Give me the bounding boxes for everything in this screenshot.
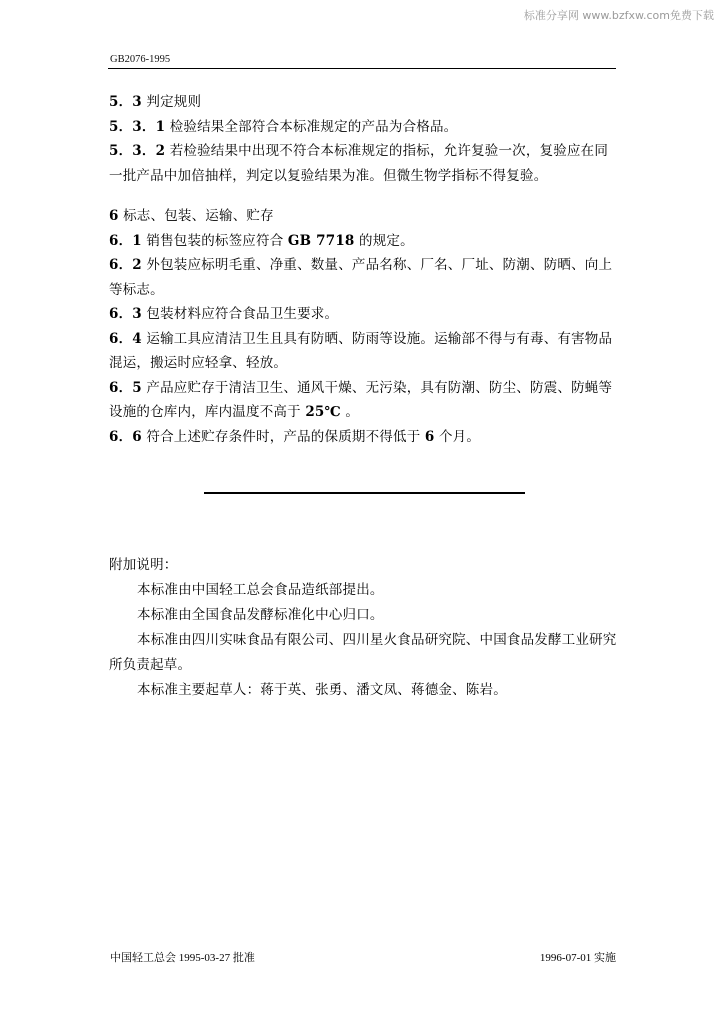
section-number: 6．1	[109, 232, 142, 249]
note-item: 本标准由四川实味食品有限公司、四川星火食品研究院、中国食品发酵工业研究所负责起草。	[109, 632, 617, 673]
section-number: 6．3	[109, 306, 142, 322]
document-body	[109, 90, 617, 449]
temperature-limit: 25℃	[305, 404, 341, 420]
section-5-3-1	[109, 115, 617, 140]
section-text: 标志、包装、运输、贮存	[123, 208, 274, 224]
section-text: 个月。	[438, 428, 481, 445]
section-number: 5．3．1	[109, 118, 166, 135]
section-6-4	[109, 327, 617, 376]
section-text: 若检验结果中出现不符合本标准规定的指标，允许复验一次，复验应在同一批产品中加倍抽样，判定以复验结果为准。但微生物学指标不得复验。	[109, 143, 609, 184]
section-6-6	[109, 425, 617, 450]
standard-code: GB2076-1995	[110, 54, 171, 65]
section-text: 。	[345, 404, 360, 420]
notes-title: 附加说明：	[109, 557, 178, 573]
section-text: 运输工具应清洁卫生且具有防晒、防雨等设施。运输部不得与有毒、有害物品混运，搬运时应轻拿、轻放。	[109, 330, 613, 371]
section-6-2	[109, 253, 617, 302]
section-6	[109, 204, 617, 229]
section-number: 5．3	[109, 94, 142, 110]
shelf-life-months: 6	[424, 428, 435, 445]
note-item: 本标准由中国轻工总会食品造纸部提出。	[137, 582, 384, 598]
section-6-1	[109, 229, 617, 254]
spacer	[109, 188, 617, 204]
note-item: 本标准主要起草人：蒋于英、张勇、潘文凤、蒋德金、陈岩。	[137, 682, 507, 698]
section-text: 产品应贮存于清洁卫生、通风干燥、无污染，具有防潮、防尘、防震、防蝇等设施的仓库内，库内温度不高于	[109, 379, 613, 420]
site-watermark: 标准分享网 www.bzfxw.com免费下载	[523, 9, 714, 22]
section-number: 6．2	[109, 257, 142, 273]
section-text: 符合上述贮存条件时，产品的保质期不得低于	[146, 428, 421, 445]
section-number: 6	[109, 208, 119, 224]
section-text: 检验结果全部符合本标准规定的产品为合格品。	[169, 118, 458, 135]
section-text: 的规定。	[359, 232, 414, 249]
approval-date: 中国轻工总会 1995-03-27 批准	[110, 952, 255, 964]
section-number: 6．5	[109, 379, 142, 396]
implementation-date: 1996-07-01 实施	[539, 952, 616, 964]
note-item: 本标准由全国食品发酵标准化中心归口。	[137, 607, 384, 623]
section-5-3	[109, 90, 617, 115]
additional-notes	[109, 553, 617, 703]
standard-reference: GB 7718	[287, 232, 355, 249]
end-of-text-rule	[204, 492, 525, 494]
section-5-3-2	[109, 139, 617, 188]
section-number: 5．3．2	[109, 143, 166, 159]
section-text: 包装材料应符合食品卫生要求。	[146, 306, 339, 322]
section-text: 销售包装的标签应符合	[146, 232, 284, 249]
section-6-3	[109, 302, 617, 327]
section-number: 6．6	[109, 428, 142, 445]
header-divider	[108, 68, 616, 69]
section-6-5	[109, 376, 617, 425]
section-text: 判定规则	[146, 94, 202, 110]
section-text: 外包装应标明毛重、净重、数量、产品名称、厂名、厂址、防潮、防晒、向上等标志。	[109, 257, 613, 298]
section-number: 6．4	[109, 330, 142, 347]
